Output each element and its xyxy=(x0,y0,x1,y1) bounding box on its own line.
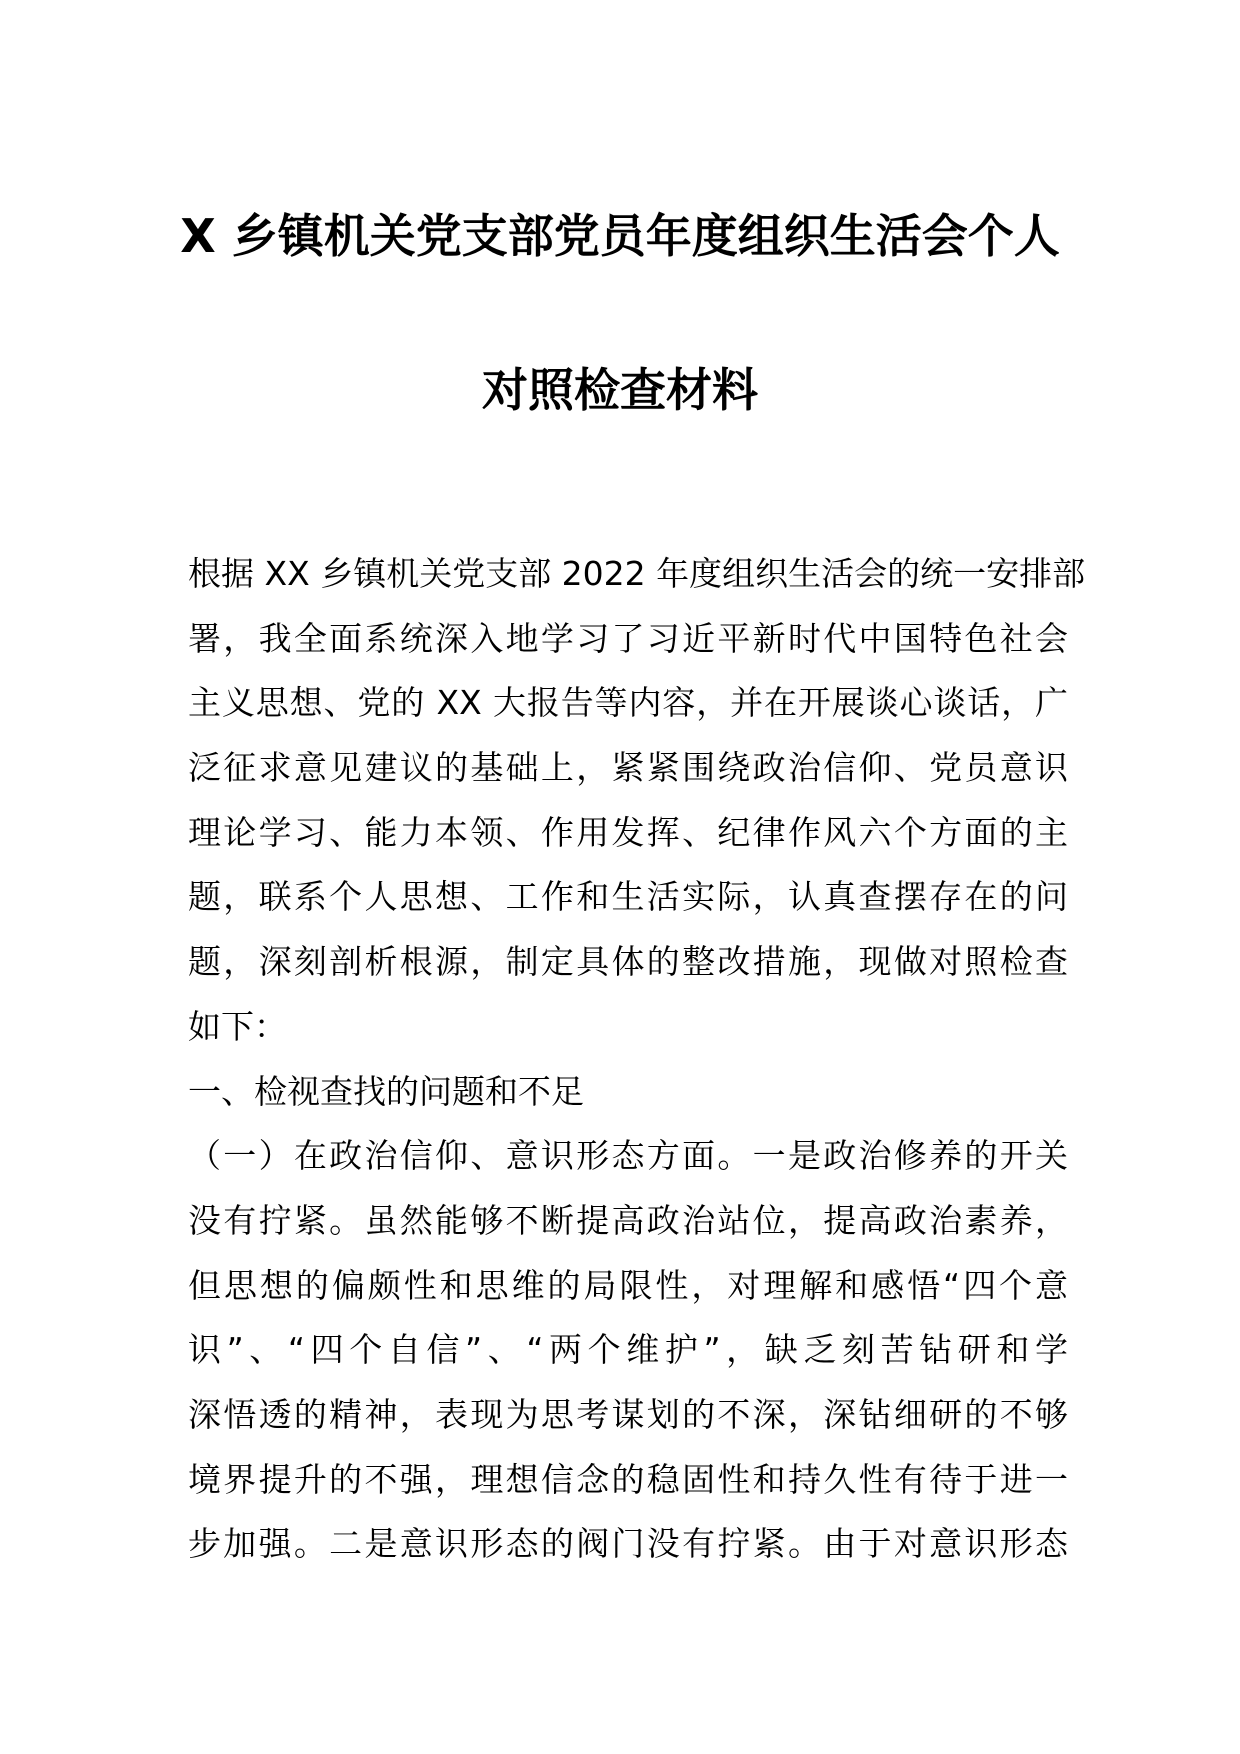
document-body xyxy=(188,542,1086,1577)
body-text-line: 识”、“四个自信”、“两个维护”，缺乏刻苦钻研和学 xyxy=(188,1330,1068,1370)
body-text-line: 步加强。二是意识形态的阀门没有拧紧。由于对意识形态 xyxy=(188,1524,1068,1564)
body-text-line: 没有拧紧。虽然能够不断提高政治站位，提高政治素养， xyxy=(188,1200,1068,1240)
body-text-line: 主义思想、党的 XX 大报告等内容，并在开展谈心谈话，广 xyxy=(188,683,1068,723)
body-text-line: 题，联系个人思想、工作和生活实际，认真查摆存在的问 xyxy=(188,877,1068,917)
body-text-line: 但思想的偏颇性和思维的局限性，对理解和感悟“四个意 xyxy=(188,1265,1068,1305)
body-text-line: 境界提升的不强，理想信念的稳固性和持久性有待于进一 xyxy=(188,1459,1068,1499)
body-text-line: 题，深刻剖析根源，制定具体的整改措施，现做对照检查 xyxy=(188,942,1068,982)
body-text-line: 泛征求意见建议的基础上，紧紧围绕政治信仰、党员意识 xyxy=(188,748,1068,788)
document-title-line-2: 对照检查材料 xyxy=(482,363,758,417)
body-text-line: 根据 XX 乡镇机关党支部 2022 年度组织生活会的统一安排部 xyxy=(188,554,1086,593)
body-text-line: 如下： xyxy=(188,1006,287,1046)
body-text-line: 署，我全面系统深入地学习了习近平新时代中国特色社会 xyxy=(188,618,1068,658)
body-text-line: 理论学习、能力本领、作用发挥、纪律作风六个方面的主 xyxy=(188,812,1068,852)
body-text-line: （一）在政治信仰、意识形态方面。一是政治修养的开关 xyxy=(188,1136,1068,1176)
body-text-line: 深悟透的精神，表现为思考谋划的不深，深钻细研的不够 xyxy=(188,1394,1068,1434)
body-text-line: 一、检视查找的问题和不足 xyxy=(188,1071,584,1111)
document-title-line-1: X 乡镇机关党支部党员年度组织生活会个人 xyxy=(180,209,1060,263)
